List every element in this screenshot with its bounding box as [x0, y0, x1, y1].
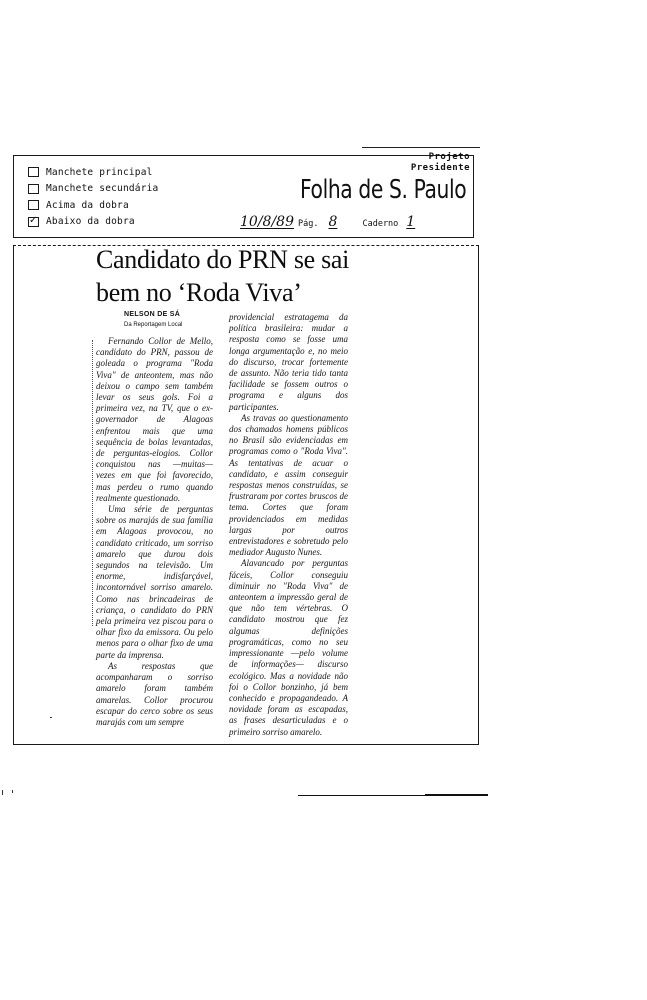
- scan-speck: [2, 790, 3, 795]
- page-label: Pág.: [297, 219, 319, 229]
- newspaper-name: Folha de S. Paulo: [300, 175, 467, 205]
- paragraph: As travas ao questionamento dos chamados homens públicos no Brasil são evidenciadas em programas como o "Roda Viva". As tentativas de acuar o candidato, e assim conseguir respostas menos construídas, se frustraram por cortes bruscos de tema. Cortes que foram providenciados em medidas largas por outros entrevistadores e sobretudo pelo mediador Augusto Nunes.: [229, 412, 349, 558]
- checkbox-label: Manchete secundária: [46, 183, 159, 195]
- checkbox-label: Acima da dobra: [46, 199, 129, 211]
- check-mark-icon: ✓: [29, 214, 38, 226]
- article-column-1: [96, 336, 213, 728]
- paragraph: Fernando Collor de Mello, candidato do PRN, passou de goleada o programa "Roda Viva" de anteontem, mas não deixou o campo sem também levar os seus gols. Foi a primeira vez, na TV, que o ex-governador de Alagoas enfrentou mais que uma sequência de bolas levantadas, de perguntas-elogios. Collor conquistou nas —muitas— vezes em que foi favorecido, mas perdeu o rumo quando realmente questionado.: [96, 336, 213, 503]
- bottom-rule-thick: [425, 794, 488, 796]
- article-author: NELSON DE SÁ: [124, 311, 181, 318]
- checkbox-row-abaixo-da-dobra[interactable]: [28, 214, 158, 231]
- paragraph: Alavancado por perguntas fáceis, Collor conseguiu diminuir no "Roda Viva" de anteontem a impressão geral de que não tem vértebras. O candidato mostrou que fez algumas definições programáticas, como no seu impressionante —pelo volume de informações— discurso ecológico. Mas a novidade não foi o Collor bonzinho, já bem conhecido e propagandeado. A novidade foram as escapadas, as frases desarticuladas e o primeiro sorriso amarelo.: [229, 558, 348, 737]
- article-column-2: [229, 312, 348, 738]
- checkbox-label: Abaixo da dobra: [46, 216, 135, 228]
- project-label: [411, 152, 470, 174]
- project-label-line1: Projeto: [428, 152, 470, 162]
- project-label-line2: Presidente: [410, 163, 470, 173]
- checkbox-row-manchete-principal[interactable]: [28, 164, 158, 181]
- checkbox-abaixo-da-dobra[interactable]: [28, 214, 39, 227]
- column-margin-rule: [92, 340, 93, 626]
- page-value: 8: [328, 214, 338, 230]
- paragraph: Uma série de perguntas sobre os marajás de sua família em Alagoas provocou, no candidato criticado, um sorriso amarelo que durou dois segundos na televisão. Um enorme, indisfarçável, incontornável sorriso amarelo. Como nas brincadeiras de criança, o candidato do PRN pela primeira vez piscou para o olhar fixo da emissora. Ou pelo menos para o olhar fixo de uma parte da imprensa.: [96, 504, 213, 660]
- checkbox-label: Manchete principal: [46, 166, 153, 178]
- clipping-meta: [240, 214, 450, 230]
- scan-speck: [50, 717, 52, 718]
- clipping-date: 10/8/89: [240, 214, 294, 230]
- article-department: Da Reportagem Local: [124, 322, 183, 328]
- checkbox-manchete-principal[interactable]: [28, 167, 39, 177]
- paragraph: As respostas que acompanharam o sorriso amarelo foram também amarelas. Collor procurou escapar do cerco sobre os seus marajás com um sempre: [96, 660, 213, 727]
- top-rule: [362, 147, 480, 148]
- article-headline: Candidato do PRN se sai bem no ‘Roda Viva’: [96, 245, 350, 307]
- checkbox-acima-da-dobra[interactable]: [28, 200, 39, 210]
- paragraph: providencial estratagema da política brasileira: mudar a resposta como se fosse uma longa argumentação e, no meio do discurso, trocar fortemente de assunto. Não teria tido tanta facilidade se fossem outros o programa e alguns dos participantes.: [229, 312, 348, 412]
- placement-checklist: [28, 164, 158, 230]
- checkbox-manchete-secundaria[interactable]: [28, 184, 39, 194]
- section-label: Caderno: [362, 219, 399, 229]
- checkbox-row-manchete-secundaria[interactable]: [28, 181, 158, 198]
- section-value: 1: [406, 214, 416, 230]
- checkbox-row-acima-da-dobra[interactable]: [28, 197, 158, 214]
- scan-speck: [12, 790, 13, 793]
